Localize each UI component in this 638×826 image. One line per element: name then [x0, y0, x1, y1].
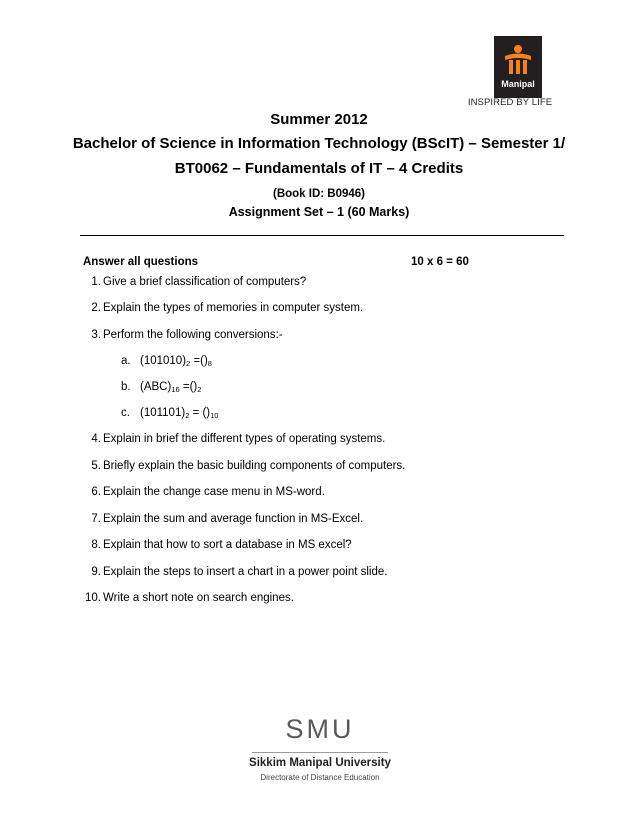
question-number: 9. — [91, 566, 101, 578]
question-number: 10. — [85, 592, 101, 604]
assignment-heading: Assignment Set – 1 (60 Marks) — [228, 205, 410, 219]
course-heading: BT0062 – Fundamentals of IT – 4 Credits — [174, 160, 464, 177]
term-heading: Summer 2012 — [270, 111, 368, 128]
conversion-text: $(101010)_2 =()_8$ — [140, 355, 212, 368]
header-divider — [80, 235, 564, 236]
question-text: Write a short note on search engines. — [103, 592, 294, 604]
question-text: Explain in brief the different types of operating systems. — [103, 433, 386, 445]
conversion-letter: b. — [121, 381, 131, 393]
question-number: 1. — [91, 276, 101, 288]
conversion-letter: c. — [121, 407, 130, 419]
smu-logo — [240, 714, 400, 780]
question-number: 4. — [91, 433, 101, 445]
question-text: Explain that how to sort a database in MS excel? — [103, 539, 352, 551]
question-number: 3. — [91, 329, 101, 341]
question-text: Briefly explain the basic building components of computers. — [103, 460, 406, 472]
manipal-tagline: INSPIRED BY LIFE — [467, 97, 553, 108]
degree-heading: Bachelor of Science in Information Technology (BScIT) – Semester 1/ — [72, 135, 566, 152]
smu-divider — [252, 752, 388, 753]
manipal-emblem-icon — [494, 40, 542, 80]
conversion-letter: a. — [121, 355, 131, 367]
question-number: 5. — [91, 460, 101, 472]
question-number: 7. — [91, 513, 101, 525]
manipal-logo — [494, 36, 542, 98]
question-text: Perform the following conversions:- — [103, 329, 283, 341]
smu-logo-text: SMU — [285, 714, 355, 744]
question-text: Explain the steps to insert a chart in a power point slide. — [103, 566, 388, 578]
conversion-text: $(101101)_2 = ()_{10}$ — [140, 407, 219, 420]
directorate-name: Directorate of Distance Education — [260, 773, 380, 782]
instructions-label: Answer all questions — [83, 256, 199, 268]
question-number: 2. — [91, 302, 101, 314]
question-text: Explain the types of memories in computer system. — [103, 302, 364, 314]
question-number: 6. — [91, 486, 101, 498]
manipal-logo-text: Manipal — [501, 79, 535, 89]
question-text: Explain the change case menu in MS-word. — [103, 486, 325, 498]
university-name: Sikkim Manipal University — [249, 757, 391, 769]
question-number: 8. — [91, 539, 101, 551]
question-text: Explain the sum and average function in MS-Excel. — [103, 513, 364, 525]
book-id: (Book ID: B0946) — [272, 188, 366, 200]
conversion-text: $(ABC)_{16} =()_2$ — [140, 381, 202, 394]
marks-total: 10 x 6 = 60 — [411, 256, 469, 268]
question-text: Give a brief classification of computers? — [103, 276, 307, 288]
